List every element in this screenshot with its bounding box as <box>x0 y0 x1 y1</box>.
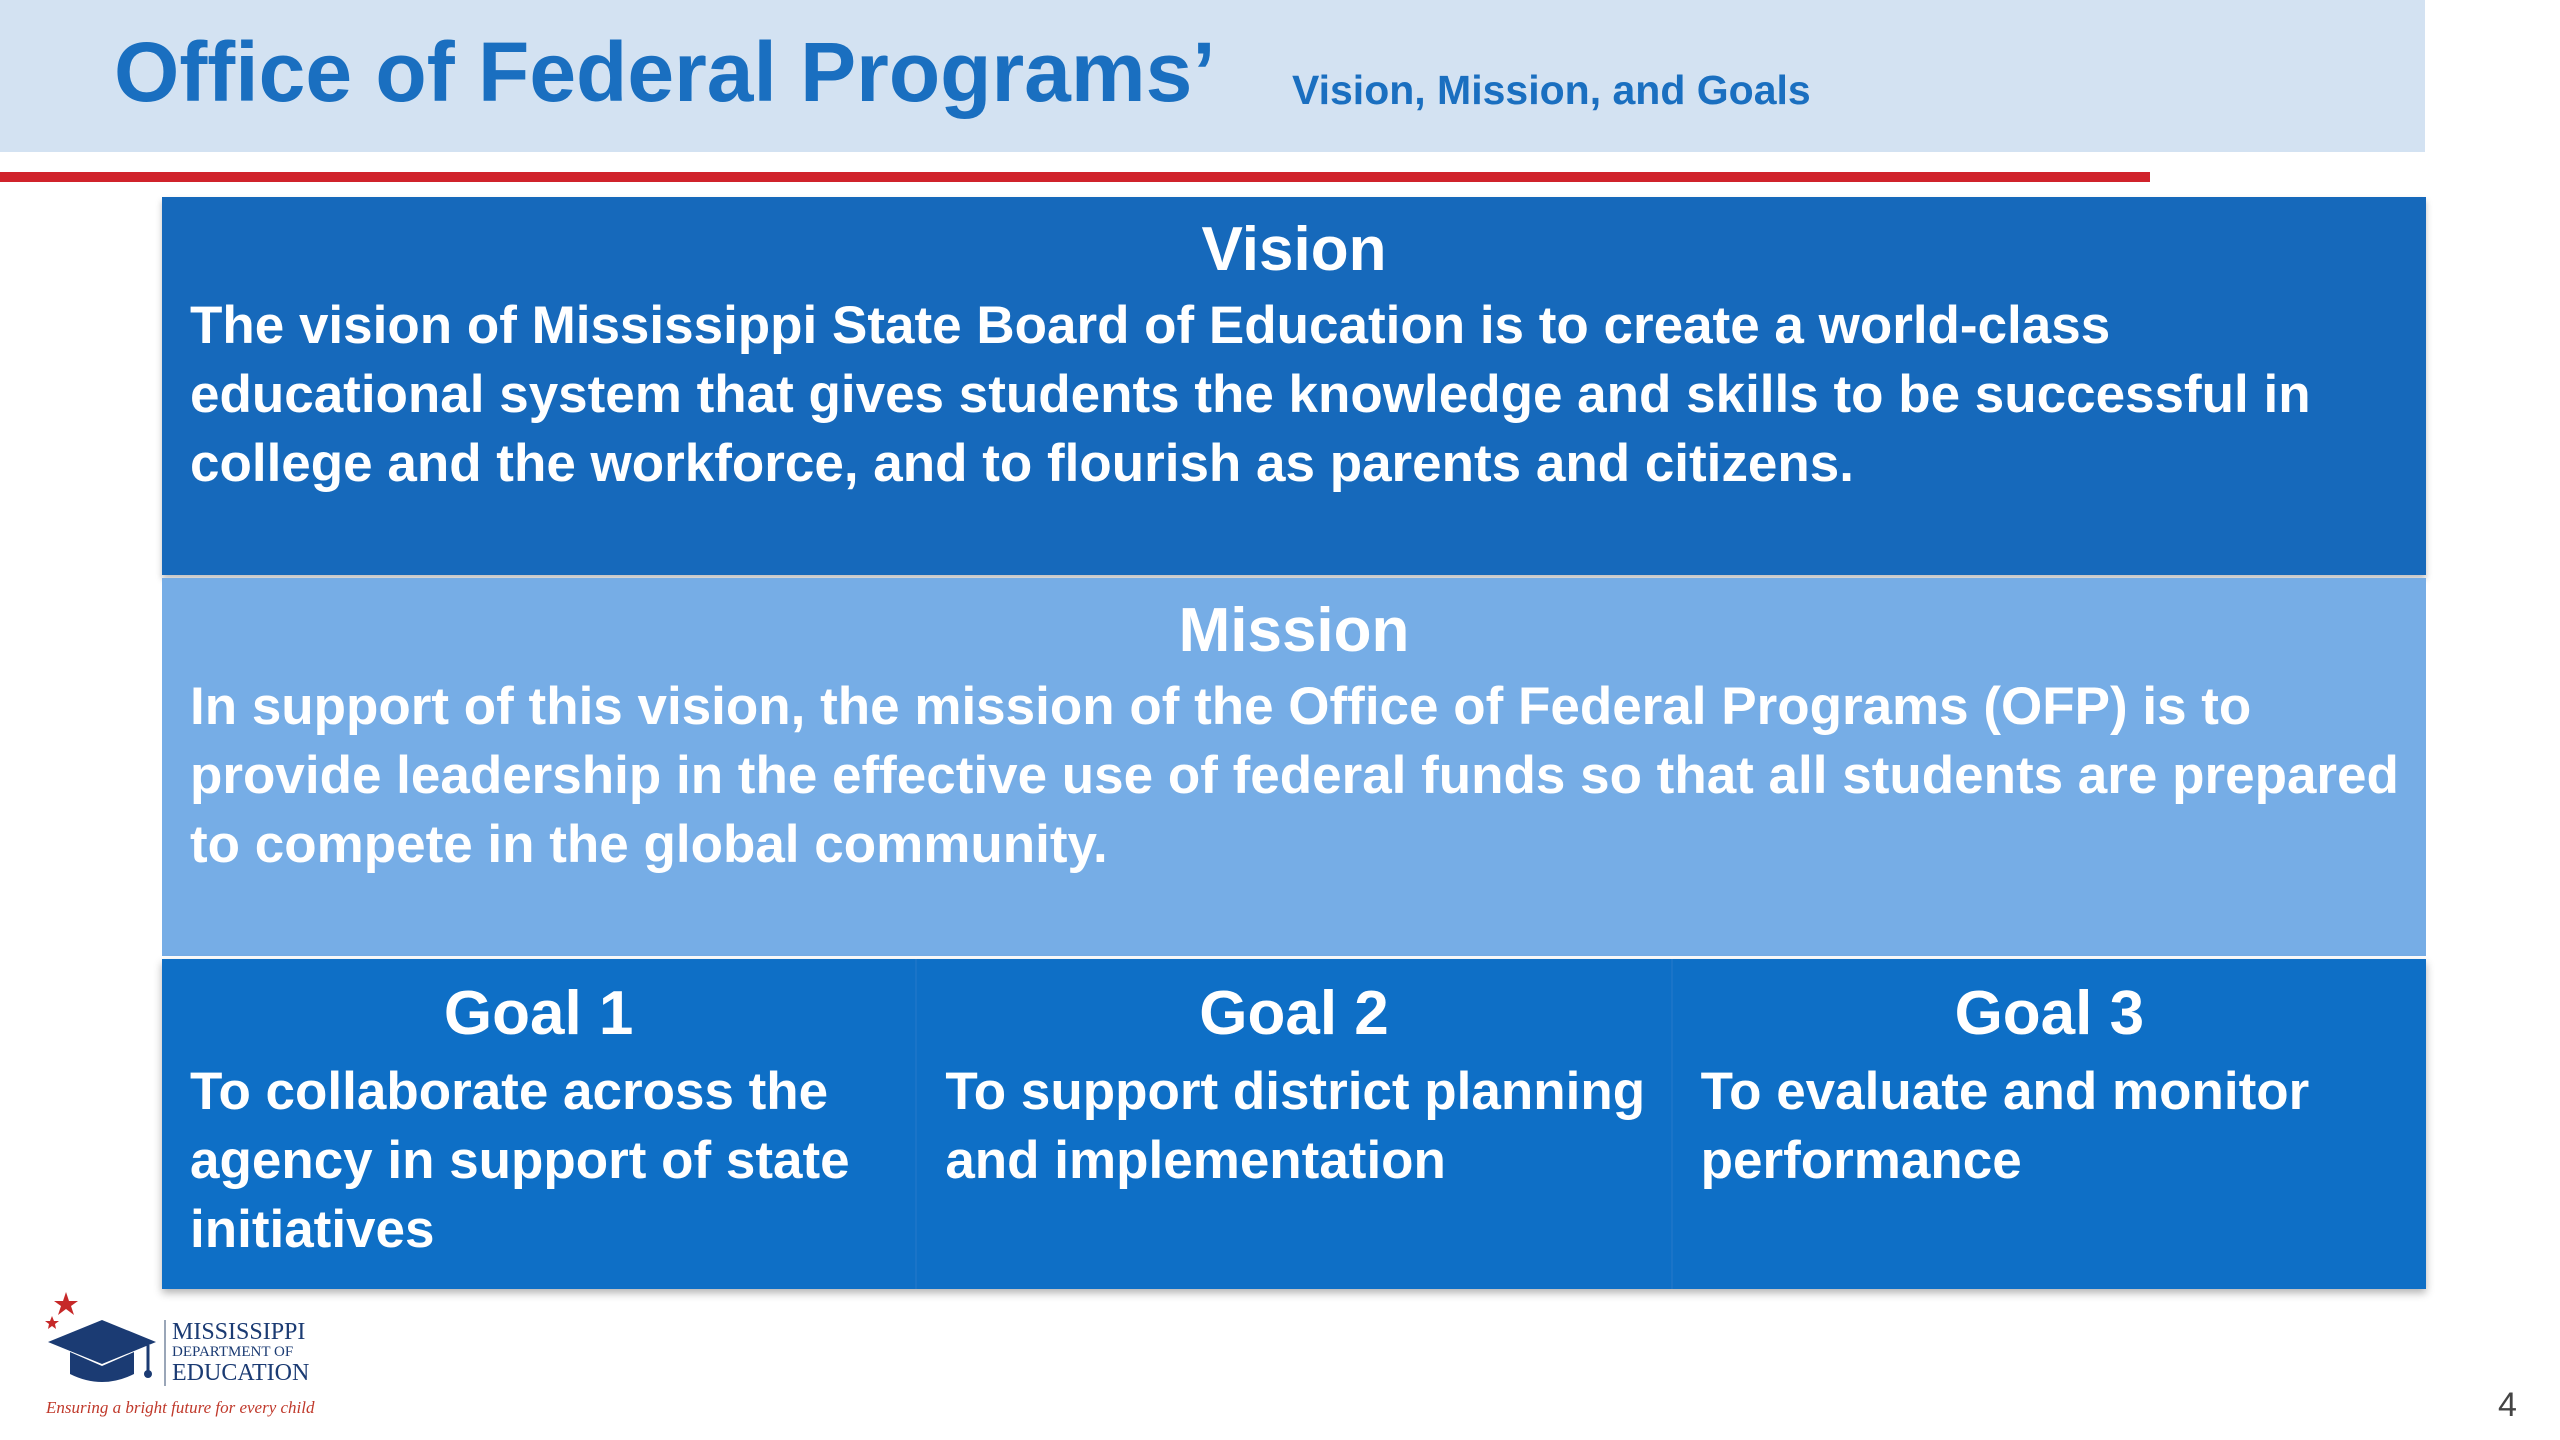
page-subtitle: Vision, Mission, and Goals <box>1292 67 1811 113</box>
logo-line-2: DEPARTMENT OF <box>172 1344 294 1361</box>
mission-panel <box>162 578 2426 956</box>
goal-2-text: To support district planning and implementation <box>945 1062 1646 1190</box>
goals-panel <box>162 959 2426 1289</box>
goal-3-heading: Goal 3 <box>1954 979 2145 1048</box>
page-number: 4 <box>2498 1386 2517 1424</box>
goal-3-text: To evaluate and monitor performance <box>1700 1062 2310 1190</box>
logo-tagline: Ensuring a bright future for every child <box>46 1398 315 1417</box>
page-title: Office of Federal Programs’ <box>114 25 1216 119</box>
goal-1-text: To collaborate across the agency in support of state initiatives <box>190 1062 850 1259</box>
goal-1 <box>162 959 915 1289</box>
logo-wordmark <box>164 1320 309 1386</box>
title-divider <box>0 172 2150 182</box>
vision-panel <box>162 197 2426 575</box>
mission-heading: Mission <box>1178 596 1410 665</box>
vision-text: The vision of Mississippi State Board of Education is to create a world-class educational system that gives students the knowledge and skills to be successful in college and the workforce, and to flourish as parents and citizens. <box>190 296 2311 493</box>
mde-logo <box>44 1290 334 1420</box>
goal-2-heading: Goal 2 <box>1199 979 1389 1048</box>
logo-line-1: MISSISSIPPI <box>172 1319 306 1345</box>
mission-text: In support of this vision, the mission of the Office of Federal Programs (OFP) is to provide leadership in the effective use of federal funds so that all students are prepared to compete in the global community. <box>190 677 2399 874</box>
graduation-cap-icon <box>44 1290 162 1400</box>
goal-1-heading: Goal 1 <box>443 979 634 1048</box>
logo-line-3: EDUCATION <box>172 1359 310 1386</box>
vision-heading: Vision <box>1201 215 1387 284</box>
goal-2 <box>915 959 1670 1289</box>
goal-3 <box>1671 959 2426 1289</box>
